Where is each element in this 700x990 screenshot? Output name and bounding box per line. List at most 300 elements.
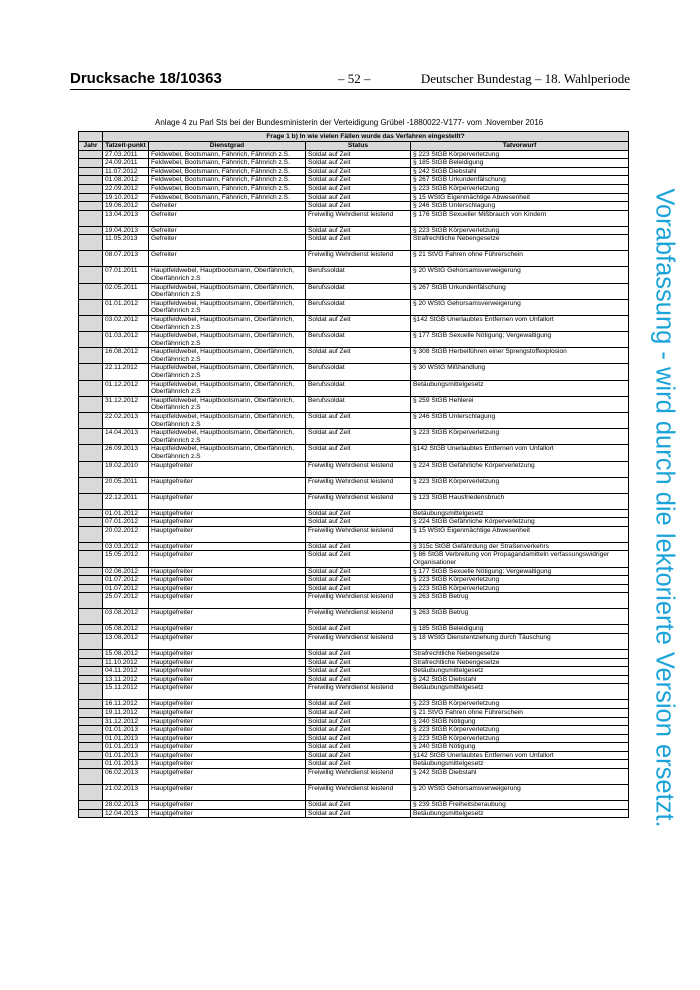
- table-row: [79, 429, 629, 445]
- date-cell: 01.01.2013: [103, 734, 149, 743]
- year-cell: [79, 551, 103, 567]
- table-row: [79, 700, 629, 709]
- status-cell: Soldat auf Zeit: [306, 760, 411, 769]
- rank-cell: Hauptgefreiter: [149, 801, 306, 810]
- rank-cell: Hauptgefreiter: [149, 551, 306, 567]
- rank-cell: Feldwebel, Bootsmann, Fähnrich, Fähnrich z.S.: [149, 184, 306, 193]
- rank-cell: Hauptgefreiter: [149, 542, 306, 551]
- rank-cell: Hauptgefreiter: [149, 461, 306, 477]
- rank-cell: Hauptgefreiter: [149, 649, 306, 658]
- year-cell: [79, 315, 103, 331]
- date-cell: 01.08.2012: [103, 176, 149, 185]
- offense-cell: § 224 StGB Gefährliche Körperverletzung: [411, 518, 629, 527]
- rank-cell: Hauptgefreiter: [149, 518, 306, 527]
- offense-cell: § 224 StGB Gefährliche Körperverletzung: [411, 461, 629, 477]
- date-cell: 12.04.2013: [103, 809, 149, 818]
- offense-cell: § 240 StGB Nötigung: [411, 743, 629, 752]
- table-row: [79, 801, 629, 810]
- table-row: [79, 184, 629, 193]
- year-cell: [79, 150, 103, 159]
- offense-cell: § 308 StGB Herbeiführen einer Sprengstoffexplosion: [411, 348, 629, 364]
- table-row: [79, 625, 629, 634]
- year-cell: [79, 743, 103, 752]
- column-header: Tatzeit-punkt: [103, 142, 149, 151]
- date-cell: 19.06.2012: [103, 202, 149, 211]
- date-cell: 16.11.2012: [103, 700, 149, 709]
- year-cell: [79, 593, 103, 609]
- rank-cell: Feldwebel, Bootsmann, Fähnrich, Fähnrich z.S.: [149, 150, 306, 159]
- table-row: [79, 477, 629, 493]
- status-cell: Soldat auf Zeit: [306, 567, 411, 576]
- status-cell: Freiwillig Wehrdienst leistend: [306, 593, 411, 609]
- year-cell: [79, 609, 103, 625]
- rank-cell: Gefreiter: [149, 202, 306, 211]
- rank-cell: Hauptgefreiter: [149, 743, 306, 752]
- rank-cell: Hauptfeldwebel, Hauptbootsmann, Oberfähnrich, Oberfähnrich z.S: [149, 364, 306, 380]
- table-row: [79, 493, 629, 509]
- rank-cell: Feldwebel, Bootsmann, Fähnrich, Fähnrich z.S.: [149, 159, 306, 168]
- status-cell: Soldat auf Zeit: [306, 235, 411, 251]
- table-row: [79, 267, 629, 283]
- rank-cell: Hauptfeldwebel, Hauptbootsmann, Oberfähnrich, Oberfähnrich z.S: [149, 332, 306, 348]
- offense-cell: § 20 WStG Gehorsamsverweigerung: [411, 299, 629, 315]
- date-cell: 03.08.2012: [103, 609, 149, 625]
- date-cell: 15.11.2012: [103, 684, 149, 700]
- table-row: [79, 567, 629, 576]
- table-row: [79, 159, 629, 168]
- year-cell: [79, 461, 103, 477]
- drucksache-number: 10363: [180, 70, 222, 87]
- offense-cell: § 242 StGB Diebstahl: [411, 769, 629, 785]
- offense-cell: Strafrechtliche Nebengesetze: [411, 235, 629, 251]
- offense-cell: § 263 StGB Betrug: [411, 593, 629, 609]
- date-cell: 20.02.2012: [103, 526, 149, 542]
- date-cell: 15.08.2012: [103, 649, 149, 658]
- date-cell: 25.07.2012: [103, 593, 149, 609]
- rank-cell: Hauptfeldwebel, Hauptbootsmann, Oberfähnrich, Oberfähnrich z.S: [149, 380, 306, 396]
- rank-cell: Hauptgefreiter: [149, 684, 306, 700]
- table-row: [79, 210, 629, 226]
- year-cell: [79, 396, 103, 412]
- rank-cell: Gefreiter: [149, 226, 306, 235]
- rank-cell: Hauptfeldwebel, Hauptbootsmann, Oberfähnrich, Oberfähnrich z.S: [149, 315, 306, 331]
- table-row: [79, 299, 629, 315]
- rank-cell: Hauptgefreiter: [149, 576, 306, 585]
- year-cell: [79, 667, 103, 676]
- offense-cell: § 246 StGB Unterschlagung: [411, 413, 629, 429]
- table-row: [79, 743, 629, 752]
- year-cell: [79, 518, 103, 527]
- offense-cell: § 223 StGB Körperverletzung: [411, 226, 629, 235]
- offense-cell: §142 StGB Unerlaubtes Entfernen vom Unfallort: [411, 445, 629, 461]
- date-cell: 13.04.2013: [103, 210, 149, 226]
- table-row: [79, 332, 629, 348]
- status-cell: Freiwillig Wehrdienst leistend: [306, 461, 411, 477]
- table-row: [79, 667, 629, 676]
- rank-cell: Hauptgefreiter: [149, 769, 306, 785]
- year-cell: [79, 267, 103, 283]
- table-row: [79, 576, 629, 585]
- rank-cell: Hauptgefreiter: [149, 708, 306, 717]
- date-cell: 28.02.2013: [103, 801, 149, 810]
- offense-cell: § 223 StGB Körperverletzung: [411, 429, 629, 445]
- table-row: [79, 202, 629, 211]
- status-cell: Freiwillig Wehrdienst leistend: [306, 684, 411, 700]
- status-cell: Soldat auf Zeit: [306, 226, 411, 235]
- status-cell: Soldat auf Zeit: [306, 429, 411, 445]
- table-row: [79, 176, 629, 185]
- status-cell: Berufssoldat: [306, 267, 411, 283]
- status-cell: Soldat auf Zeit: [306, 150, 411, 159]
- column-header: Jahr: [79, 142, 103, 151]
- rank-cell: Hauptgefreiter: [149, 477, 306, 493]
- rank-cell: Hauptgefreiter: [149, 700, 306, 709]
- year-cell: [79, 809, 103, 818]
- rank-cell: Hauptgefreiter: [149, 726, 306, 735]
- year-cell: [79, 348, 103, 364]
- offense-cell: § 223 StGB Körperverletzung: [411, 150, 629, 159]
- status-cell: Freiwillig Wehrdienst leistend: [306, 210, 411, 226]
- rank-cell: Hauptgefreiter: [149, 785, 306, 801]
- offense-cell: § 223 StGB Körperverletzung: [411, 584, 629, 593]
- year-cell: [79, 684, 103, 700]
- table-row: [79, 708, 629, 717]
- date-cell: 16.08.2012: [103, 348, 149, 364]
- column-header: Dienstgrad: [149, 142, 306, 151]
- offense-cell: §142 StGB Unerlaubtes Entfernen vom Unfallort: [411, 751, 629, 760]
- year-cell: [79, 769, 103, 785]
- year-cell: [79, 251, 103, 267]
- year-cell: [79, 649, 103, 658]
- offense-cell: § 15 WStG Eigenmächtige Abwesenheit: [411, 193, 629, 202]
- status-cell: Soldat auf Zeit: [306, 809, 411, 818]
- caption: Anlage 4 zu Parl Sts bei der Bundesministerin der Verteidigung Grübel -1880022-V177- vom .November 2016: [155, 118, 544, 127]
- rank-cell: Feldwebel, Bootsmann, Fähnrich, Fähnrich z.S.: [149, 193, 306, 202]
- year-cell: [79, 717, 103, 726]
- rank-cell: Hauptfeldwebel, Hauptbootsmann, Oberfähnrich, Oberfähnrich z.S: [149, 283, 306, 299]
- rank-cell: Hauptgefreiter: [149, 593, 306, 609]
- status-cell: Soldat auf Zeit: [306, 700, 411, 709]
- year-cell: [79, 726, 103, 735]
- offense-cell: Strafrechtliche Nebengesetze: [411, 649, 629, 658]
- date-cell: 11.10.2012: [103, 658, 149, 667]
- table-row: [79, 461, 629, 477]
- rank-cell: Hauptgefreiter: [149, 717, 306, 726]
- status-cell: Berufssoldat: [306, 380, 411, 396]
- offense-cell: § 267 StGB Urkundenfälschung: [411, 283, 629, 299]
- year-cell: [79, 625, 103, 634]
- date-cell: 19.11.2012: [103, 708, 149, 717]
- date-cell: 31.12.2012: [103, 396, 149, 412]
- table-row: [79, 542, 629, 551]
- status-cell: Soldat auf Zeit: [306, 445, 411, 461]
- year-cell: [79, 751, 103, 760]
- status-cell: Freiwillig Wehrdienst leistend: [306, 251, 411, 267]
- status-cell: Freiwillig Wehrdienst leistend: [306, 785, 411, 801]
- year-cell: [79, 283, 103, 299]
- year-cell: [79, 413, 103, 429]
- rank-cell: Hauptfeldwebel, Hauptbootsmann, Oberfähnrich, Oberfähnrich z.S: [149, 413, 306, 429]
- rank-cell: Hauptgefreiter: [149, 509, 306, 518]
- year-cell: [79, 226, 103, 235]
- date-cell: 05.08.2012: [103, 625, 149, 634]
- offense-cell: § 267 StGB Urkundenfälschung: [411, 176, 629, 185]
- year-cell: [79, 159, 103, 168]
- date-cell: 31.12.2012: [103, 717, 149, 726]
- year-cell: [79, 235, 103, 251]
- offense-cell: § 185 StGB Beleidigung: [411, 159, 629, 168]
- table-row: [79, 193, 629, 202]
- offense-cell: § 21 StVG Fahren ohne Führerschein: [411, 251, 629, 267]
- table-row: [79, 167, 629, 176]
- offense-cell: Betäubungsmittelgesetz: [411, 380, 629, 396]
- offense-cell: § 185 StGB Beleidigung: [411, 625, 629, 634]
- date-cell: 22.11.2012: [103, 364, 149, 380]
- status-cell: Soldat auf Zeit: [306, 667, 411, 676]
- year-cell: [79, 176, 103, 185]
- status-cell: Soldat auf Zeit: [306, 159, 411, 168]
- rank-cell: Feldwebel, Bootsmann, Fähnrich, Fähnrich z.S.: [149, 176, 306, 185]
- status-cell: Freiwillig Wehrdienst leistend: [306, 493, 411, 509]
- status-cell: Soldat auf Zeit: [306, 315, 411, 331]
- year-cell: [79, 184, 103, 193]
- date-cell: 03.03.2012: [103, 542, 149, 551]
- status-cell: Soldat auf Zeit: [306, 584, 411, 593]
- date-cell: 26.09.2013: [103, 445, 149, 461]
- rank-cell: Hauptgefreiter: [149, 809, 306, 818]
- table-row: [79, 364, 629, 380]
- status-cell: Soldat auf Zeit: [306, 625, 411, 634]
- offense-cell: § 223 StGB Körperverletzung: [411, 184, 629, 193]
- offense-cell: § 242 StGB Diebstahl: [411, 675, 629, 684]
- table-row: [79, 649, 629, 658]
- date-cell: 08.07.2013: [103, 251, 149, 267]
- table-row: [79, 734, 629, 743]
- table-row: [79, 609, 629, 625]
- date-cell: 01.01.2012: [103, 509, 149, 518]
- rank-cell: Gefreiter: [149, 210, 306, 226]
- year-cell: [79, 210, 103, 226]
- status-cell: Soldat auf Zeit: [306, 717, 411, 726]
- year-cell: [79, 708, 103, 717]
- table-row: [79, 584, 629, 593]
- year-cell: [79, 734, 103, 743]
- rank-cell: Gefreiter: [149, 251, 306, 267]
- date-cell: 01.01.2013: [103, 751, 149, 760]
- date-cell: 01.12.2012: [103, 380, 149, 396]
- status-cell: Soldat auf Zeit: [306, 184, 411, 193]
- table-row: [79, 235, 629, 251]
- rank-cell: Hauptgefreiter: [149, 760, 306, 769]
- rank-cell: Hauptgefreiter: [149, 526, 306, 542]
- watermark-text: Vorabfassung - wird durch die lektorierte Version ersetzt.: [650, 188, 679, 828]
- status-cell: Soldat auf Zeit: [306, 801, 411, 810]
- status-cell: Soldat auf Zeit: [306, 176, 411, 185]
- offense-cell: § 86 StGB Verbreitung von Propagandamitteln verfassungswidriger Organisationer: [411, 551, 629, 567]
- offense-cell: § 177 StGB Sexuelle Nötigung; Vergewaltigung: [411, 332, 629, 348]
- year-cell: [79, 785, 103, 801]
- rank-cell: Hauptfeldwebel, Hauptbootsmann, Oberfähnrich, Oberfähnrich z.S: [149, 429, 306, 445]
- offense-cell: § 223 StGB Körperverletzung: [411, 734, 629, 743]
- table-row: [79, 551, 629, 567]
- rank-cell: Hauptgefreiter: [149, 667, 306, 676]
- offense-cell: § 223 StGB Körperverletzung: [411, 700, 629, 709]
- table-row: [79, 226, 629, 235]
- date-cell: 19.10.2012: [103, 193, 149, 202]
- rank-cell: Hauptfeldwebel, Hauptbootsmann, Oberfähnrich, Oberfähnrich z.S: [149, 445, 306, 461]
- date-cell: 15.05.2012: [103, 551, 149, 567]
- offense-cell: Betäubungsmittelgesetz: [411, 684, 629, 700]
- date-cell: 01.07.2012: [103, 576, 149, 585]
- table-row: [79, 658, 629, 667]
- status-cell: Soldat auf Zeit: [306, 649, 411, 658]
- date-cell: 21.02.2013: [103, 785, 149, 801]
- table-row: [79, 413, 629, 429]
- offense-cell: § 176 StGB Sexueller Mißbrauch von Kindern: [411, 210, 629, 226]
- rank-cell: Hauptfeldwebel, Hauptbootsmann, Oberfähnrich, Oberfähnrich z.S: [149, 396, 306, 412]
- table-row: [79, 760, 629, 769]
- offense-cell: § 223 StGB Körperverletzung: [411, 477, 629, 493]
- year-cell: [79, 675, 103, 684]
- status-cell: Soldat auf Zeit: [306, 675, 411, 684]
- data-table: [78, 131, 629, 818]
- date-cell: 01.01.2013: [103, 743, 149, 752]
- rank-cell: Hauptfeldwebel, Hauptbootsmann, Oberfähnrich, Oberfähnrich z.S: [149, 299, 306, 315]
- year-cell: [79, 567, 103, 576]
- status-cell: Freiwillig Wehrdienst leistend: [306, 633, 411, 649]
- rank-cell: Hauptgefreiter: [149, 658, 306, 667]
- table-row: [79, 717, 629, 726]
- status-cell: Soldat auf Zeit: [306, 751, 411, 760]
- rank-cell: Hauptgefreiter: [149, 609, 306, 625]
- table-row: [79, 150, 629, 159]
- status-cell: Berufssoldat: [306, 396, 411, 412]
- date-cell: 22.02.2013: [103, 413, 149, 429]
- year-cell: [79, 760, 103, 769]
- offense-cell: Strafrechtliche Nebengesetze: [411, 658, 629, 667]
- date-cell: 01.07.2012: [103, 584, 149, 593]
- offense-cell: § 20 WStG Gehorsamsverweigerung: [411, 785, 629, 801]
- rank-cell: Gefreiter: [149, 235, 306, 251]
- status-cell: Soldat auf Zeit: [306, 576, 411, 585]
- offense-cell: § 123 StGB Hausfriedensbruch: [411, 493, 629, 509]
- status-cell: Soldat auf Zeit: [306, 658, 411, 667]
- column-header: Tatvorwurf: [411, 142, 629, 151]
- rank-cell: Hauptgefreiter: [149, 584, 306, 593]
- status-cell: Soldat auf Zeit: [306, 193, 411, 202]
- rank-cell: Hauptgefreiter: [149, 734, 306, 743]
- page-header: [70, 70, 630, 90]
- table-row: [79, 633, 629, 649]
- date-cell: 13.11.2012: [103, 675, 149, 684]
- table-row: [79, 380, 629, 396]
- year-cell: [79, 364, 103, 380]
- status-cell: Berufssoldat: [306, 332, 411, 348]
- date-cell: 11.05.2013: [103, 235, 149, 251]
- date-cell: 14.04.2013: [103, 429, 149, 445]
- rank-cell: Hauptfeldwebel, Hauptbootsmann, Oberfähnrich, Oberfähnrich z.S: [149, 267, 306, 283]
- offense-cell: § 18 WStG Dienstentziehung durch Täuschung: [411, 633, 629, 649]
- table-row: [79, 526, 629, 542]
- status-cell: Soldat auf Zeit: [306, 202, 411, 211]
- drucksache-label: Drucksache 18/10363: [70, 70, 222, 87]
- status-cell: Soldat auf Zeit: [306, 509, 411, 518]
- status-cell: Soldat auf Zeit: [306, 734, 411, 743]
- offense-cell: § 242 StGB Diebstahl: [411, 167, 629, 176]
- offense-cell: § 20 WStG Gehorsamsverweigerung: [411, 267, 629, 283]
- table-row: [79, 593, 629, 609]
- page-number: – 52 –: [338, 71, 371, 86]
- table-row: [79, 396, 629, 412]
- year-cell: [79, 576, 103, 585]
- watermark: [644, 118, 684, 898]
- rank-cell: Hauptgefreiter: [149, 633, 306, 649]
- status-cell: Soldat auf Zeit: [306, 542, 411, 551]
- year-cell: [79, 633, 103, 649]
- status-cell: Freiwillig Wehrdienst leistend: [306, 477, 411, 493]
- status-cell: Berufssoldat: [306, 299, 411, 315]
- rank-cell: Feldwebel, Bootsmann, Fähnrich, Fähnrich z.S.: [149, 167, 306, 176]
- table-title: Frage 1 b) In wie vielen Fällen wurde das Verfahren eingestellt?: [103, 132, 629, 142]
- status-cell: Freiwillig Wehrdienst leistend: [306, 526, 411, 542]
- date-cell: 07.01.2012: [103, 518, 149, 527]
- offense-cell: Betäubungsmittelgesetz: [411, 509, 629, 518]
- status-cell: Soldat auf Zeit: [306, 551, 411, 567]
- date-cell: 07.01.2011: [103, 267, 149, 283]
- column-header: Status: [306, 142, 411, 151]
- year-cell: [79, 380, 103, 396]
- date-cell: 27.03.2011: [103, 150, 149, 159]
- status-cell: Freiwillig Wehrdienst leistend: [306, 769, 411, 785]
- year-cell: [79, 299, 103, 315]
- status-cell: Soldat auf Zeit: [306, 708, 411, 717]
- offense-cell: § 30 WStG Mißhandlung: [411, 364, 629, 380]
- year-cell: [79, 332, 103, 348]
- rank-cell: Hauptgefreiter: [149, 625, 306, 634]
- table-row: [79, 348, 629, 364]
- date-cell: 22.12.2011: [103, 493, 149, 509]
- date-cell: 01.01.2012: [103, 299, 149, 315]
- status-cell: Berufssoldat: [306, 364, 411, 380]
- year-cell: [79, 542, 103, 551]
- table-row: [79, 315, 629, 331]
- date-cell: 13.08.2012: [103, 633, 149, 649]
- date-cell: 19.02.2010: [103, 461, 149, 477]
- header-rule: [70, 89, 630, 90]
- table-row: [79, 751, 629, 760]
- rank-cell: Hauptgefreiter: [149, 675, 306, 684]
- date-cell: 01.03.2012: [103, 332, 149, 348]
- rank-cell: Hauptgefreiter: [149, 493, 306, 509]
- offense-cell: §142 StGB Unerlaubtes Entfernen vom Unfallort: [411, 315, 629, 331]
- year-cell: [79, 509, 103, 518]
- status-cell: Soldat auf Zeit: [306, 743, 411, 752]
- offense-cell: § 15 WStG Eigenmächtige Abwesenheit: [411, 526, 629, 542]
- offense-cell: Betäubungsmittelgesetz: [411, 760, 629, 769]
- status-cell: Soldat auf Zeit: [306, 348, 411, 364]
- table-row: [79, 726, 629, 735]
- date-cell: 11.07.2012: [103, 167, 149, 176]
- date-cell: 22.09.2012: [103, 184, 149, 193]
- status-cell: Soldat auf Zeit: [306, 167, 411, 176]
- date-cell: 20.05.2011: [103, 477, 149, 493]
- date-cell: 06.02.2013: [103, 769, 149, 785]
- table-row: [79, 518, 629, 527]
- offense-cell: § 177 StGB Sexuelle Nötigung; Vergewaltigung: [411, 567, 629, 576]
- offense-cell: § 259 StGB Hehlerei: [411, 396, 629, 412]
- date-cell: 24.09.2011: [103, 159, 149, 168]
- year-cell: [79, 477, 103, 493]
